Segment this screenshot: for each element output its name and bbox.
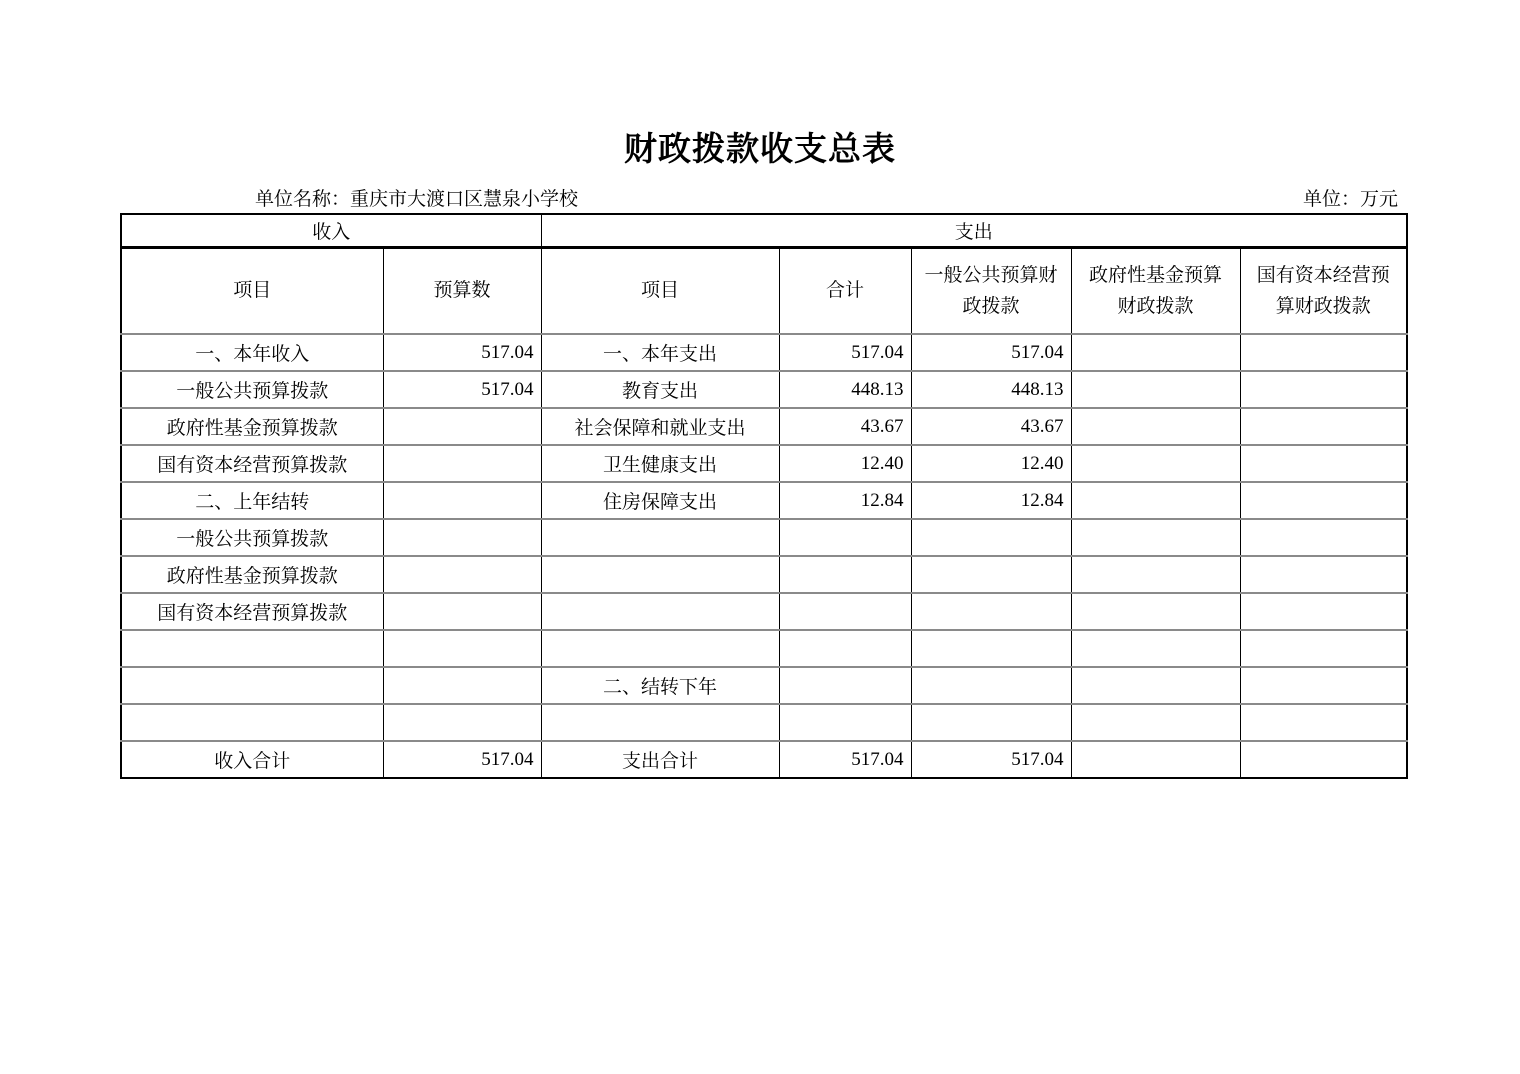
expense-general-budget-cell: 12.84 [911,482,1071,519]
expense-gov-fund-cell [1071,704,1240,741]
expense-total-cell: 12.84 [779,482,911,519]
expense-total-cell [779,519,911,556]
income-item-cell: 政府性基金预算拨款 [121,556,383,593]
expenditure-group-header: 支出 [541,214,1407,248]
expense-total-cell: 517.04 [779,334,911,371]
expense-state-capital-cell [1240,408,1407,445]
expense-total-cell [779,630,911,667]
col-header-general-public-budget: 一般公共预算财政拨款 [911,248,1071,335]
unit-name-value: 重庆市大渡口区慧泉小学校 [350,189,579,210]
expense-general-budget-cell [911,667,1071,704]
unit-value: 万元 [1359,189,1398,210]
table-row [121,667,1407,704]
table-row [121,445,1407,482]
group-header-row [121,214,1407,248]
expense-state-capital-cell [1240,593,1407,630]
col-header-expense-total: 合计 [779,248,911,335]
expense-total-value-cell: 517.04 [779,741,911,778]
expense-total-cell: 448.13 [779,371,911,408]
expense-total-cell [779,556,911,593]
income-budget-cell [383,593,541,630]
table-row [121,556,1407,593]
expense-item-cell: 卫生健康支出 [541,445,779,482]
expense-general-budget-total-cell: 517.04 [911,741,1071,778]
col-header-expense-item: 项目 [541,248,779,335]
expense-gov-fund-cell [1071,556,1240,593]
expense-gov-fund-cell [1071,482,1240,519]
income-group-header: 收入 [121,214,541,248]
expense-total-cell [779,704,911,741]
income-item-cell [121,630,383,667]
income-budget-cell [383,556,541,593]
income-item-cell [121,704,383,741]
table-row [121,704,1407,741]
expense-item-cell [541,704,779,741]
expense-item-cell: 一、本年支出 [541,334,779,371]
table-row [121,371,1407,408]
income-budget-cell [383,519,541,556]
expense-item-cell: 住房保障支出 [541,482,779,519]
expense-general-budget-cell: 43.67 [911,408,1071,445]
expense-gov-fund-cell [1071,445,1240,482]
expense-total-cell [779,667,911,704]
col-header-income-item: 项目 [121,248,383,335]
expense-general-budget-cell: 448.13 [911,371,1071,408]
income-item-cell: 国有资本经营预算拨款 [121,593,383,630]
expense-general-budget-cell: 12.40 [911,445,1071,482]
expense-total-label-cell: 支出合计 [541,741,779,778]
income-budget-cell: 517.04 [383,371,541,408]
income-item-cell: 国有资本经营预算拨款 [121,445,383,482]
unit-label: 单位： [1302,189,1360,210]
expense-general-budget-cell [911,519,1071,556]
expense-state-capital-cell [1240,630,1407,667]
income-item-cell: 一般公共预算拨款 [121,371,383,408]
expense-general-budget-cell [911,704,1071,741]
expense-state-capital-cell [1240,445,1407,482]
expense-state-capital-cell [1240,482,1407,519]
expense-gov-fund-total-cell [1071,741,1240,778]
expense-total-cell [779,593,911,630]
expense-total-cell: 12.40 [779,445,911,482]
income-total-value-cell: 517.04 [383,741,541,778]
expense-general-budget-cell [911,630,1071,667]
fiscal-summary-table [120,213,1408,779]
income-item-cell: 二、上年结转 [121,482,383,519]
expense-state-capital-cell [1240,519,1407,556]
income-budget-cell [383,667,541,704]
income-budget-cell [383,704,541,741]
expense-gov-fund-cell [1071,334,1240,371]
expense-state-capital-cell [1240,556,1407,593]
income-budget-cell [383,482,541,519]
expense-state-capital-cell [1240,334,1407,371]
expense-state-capital-cell [1240,704,1407,741]
page-title: 财政拨款收支总表 [624,132,896,168]
table-row [121,593,1407,630]
income-item-cell: 一般公共预算拨款 [121,519,383,556]
expense-state-capital-cell [1240,371,1407,408]
expense-gov-fund-cell [1071,593,1240,630]
expense-total-cell: 43.67 [779,408,911,445]
expense-item-cell [541,556,779,593]
expense-gov-fund-cell [1071,519,1240,556]
table-row [121,482,1407,519]
expense-item-cell [541,630,779,667]
income-total-label-cell: 收入合计 [121,741,383,778]
expense-gov-fund-cell [1071,630,1240,667]
income-budget-cell [383,445,541,482]
column-header-row [121,248,1407,335]
table-row [121,630,1407,667]
income-item-cell: 政府性基金预算拨款 [121,408,383,445]
expense-general-budget-cell [911,593,1071,630]
col-header-income-budget: 预算数 [383,248,541,335]
table-row [121,408,1407,445]
meta-row [120,187,1406,213]
expense-general-budget-cell [911,556,1071,593]
col-header-state-capital-budget: 国有资本经营预算财政拨款 [1240,248,1407,335]
expense-general-budget-cell: 517.04 [911,334,1071,371]
expense-state-capital-total-cell [1240,741,1407,778]
income-budget-cell: 517.04 [383,334,541,371]
expense-item-cell: 社会保障和就业支出 [541,408,779,445]
unit-name [120,187,578,213]
unit-name-label: 单位名称： [255,189,351,210]
expense-item-cell: 二、结转下年 [541,667,779,704]
unit-of-measure [1303,187,1406,213]
expense-item-cell: 教育支出 [541,371,779,408]
income-budget-cell [383,630,541,667]
expense-gov-fund-cell [1071,371,1240,408]
expense-gov-fund-cell [1071,408,1240,445]
table-row-totals [121,741,1407,778]
expense-state-capital-cell [1240,667,1407,704]
income-budget-cell [383,408,541,445]
table-row [121,519,1407,556]
expense-item-cell [541,519,779,556]
col-header-gov-fund-budget: 政府性基金预算财政拨款 [1071,248,1240,335]
table-row [121,334,1407,371]
income-item-cell: 一、本年收入 [121,334,383,371]
expense-item-cell [541,593,779,630]
expense-gov-fund-cell [1071,667,1240,704]
income-item-cell [121,667,383,704]
